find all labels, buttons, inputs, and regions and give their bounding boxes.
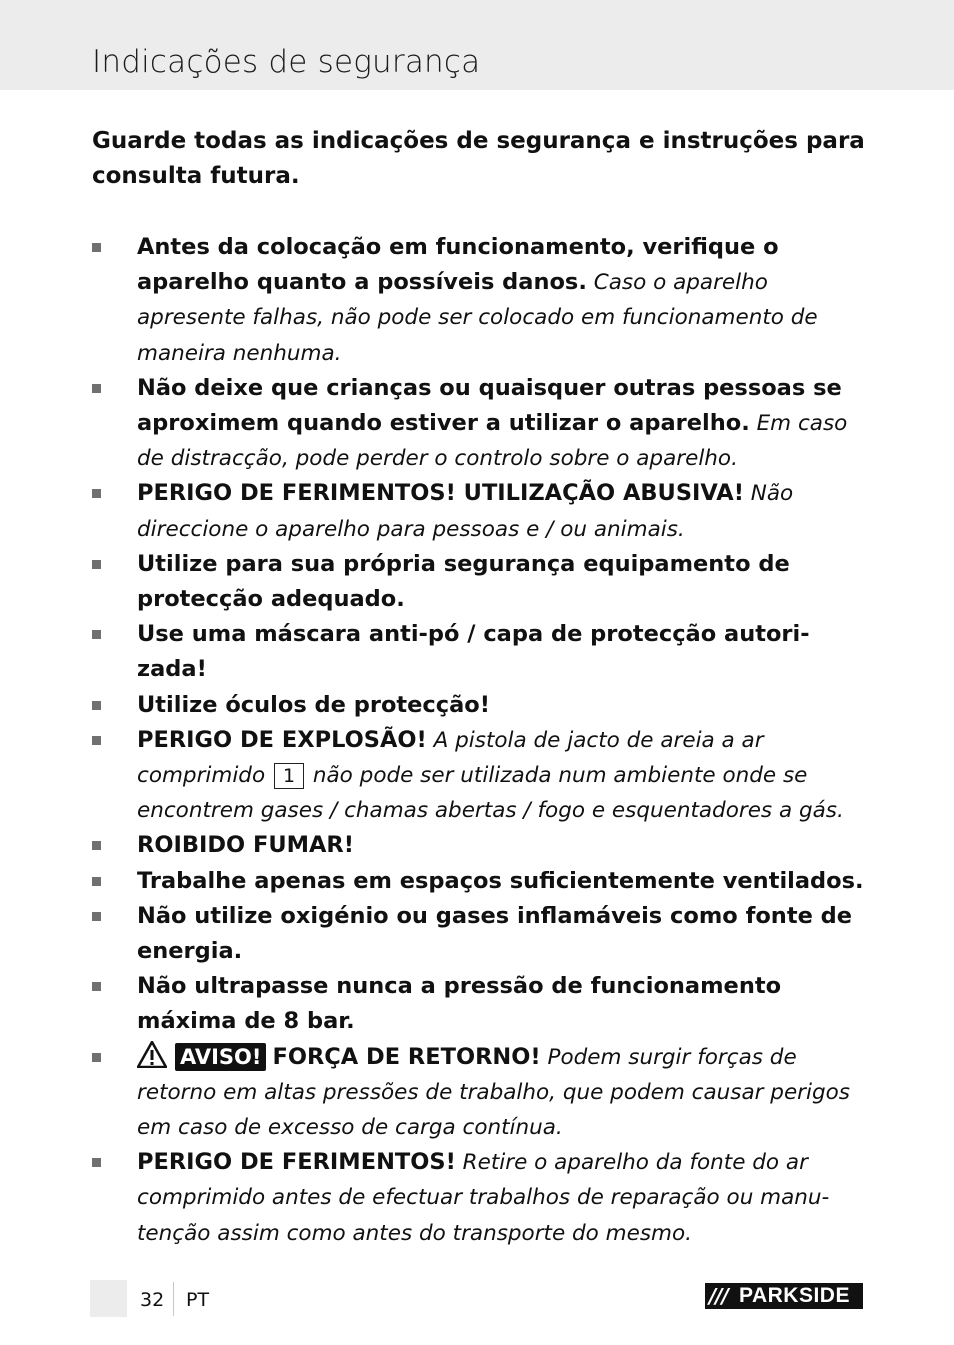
bullet-icon [92,384,101,393]
item-text-continued: não pode ser utilizada num ambiente onde se encontrem gases / chamas abertas / fogo e esquentadores a gás. [137,763,844,824]
footer-divider [173,1282,174,1316]
list-item [92,899,872,969]
bullet-icon [92,1158,101,1167]
logo-stripes-icon: /// [709,1284,728,1308]
item-text: A pistola de jacto de areia a ar comprimido [137,727,764,789]
item-bold: Não ultrapasse nunca a pressão de funcionamento máxima de 8 bar. [137,973,782,1035]
brand-logo [705,1283,863,1309]
warning-triangle-icon [137,1041,167,1068]
list-item [92,864,872,899]
footer-box [90,1280,127,1317]
item-bold: Utilize para sua própria segurança equipamento de protecção adequado. [137,550,790,613]
item-bold: Trabalhe apenas em espaços suficientemente ventilados. [137,867,864,894]
page-title: Indicações de segurança [92,44,481,80]
bullet-icon [92,701,101,710]
bullet-icon [92,912,101,921]
intro-text: Guarde todas as indicações de segurança e instruções para consulta futura. [92,128,865,189]
item-bold: PERIGO DE EXPLOSÃO! [137,726,427,753]
item-bold: FORÇA DE RETORNO! [272,1043,541,1070]
item-bold: Use uma máscara anti-pó / capa de protecção autori-zada! [137,621,810,683]
item-bold: ROIBIDO FUMAR! [137,832,355,859]
bullet-icon [92,982,101,991]
brand-name: PARKSIDE [739,1284,850,1307]
item-bold: Não deixe que crianças ou quaisquer outras pessoas se aproximem quando estiver a utilizar o aparelho. [137,374,842,437]
list-item [92,1145,872,1251]
bullet-icon [92,630,101,639]
item-bold: Utilize óculos de protecção! [137,691,491,718]
list-item [92,230,872,371]
bullet-icon [92,489,101,498]
item-bold: Não utilize oxigénio ou gases inflamáveis como fonte de energia. [137,902,853,965]
bullet-icon [92,841,101,850]
page-number: 32 [140,1289,165,1311]
item-text: Não direccione o aparelho para pessoas e / ou animais. [137,481,794,542]
bullet-icon [92,736,101,745]
safety-list [92,230,872,1251]
item-bold: Antes da colocação em funcionamento, verifique o aparelho quanto a possíveis danos. [137,234,779,296]
list-item [92,1040,872,1146]
bullet-icon [92,243,101,252]
item-bold: PERIGO DE FERIMENTOS! UTILIZAÇÃO ABUSIVA! [137,480,744,507]
item-text: Caso o aparelho apresente falhas, não pode ser colocado em funcionamento de maneira nenhuma. [137,270,818,366]
list-item [92,688,872,723]
bullet-icon [92,1053,101,1062]
warning-badge: AVISO! [175,1043,266,1071]
list-item [92,828,872,863]
list-item [92,723,872,829]
item-text: Podem surgir forças de retorno em altas pressões de trabalho, que podem causar perigos em caso de excesso de carga contínua. [137,1044,850,1141]
list-item [92,617,872,687]
bullet-icon [92,560,101,569]
list-item [92,969,872,1039]
item-text: Retire o aparelho da fonte do ar comprimido antes de efectuar trabalhos de reparação ou manu-tenção assim como antes do transporte do mesmo. [137,1150,830,1246]
list-item [92,371,872,477]
item-bold: PERIGO DE FERIMENTOS! [137,1149,456,1176]
list-item [92,547,872,617]
language-code: PT [186,1289,210,1311]
bullet-icon [92,877,101,886]
item-text: Em caso de distracção, pode perder o controlo sobre o aparelho. [137,411,848,472]
list-item [92,476,872,546]
part-reference-box: 1 [274,763,304,789]
